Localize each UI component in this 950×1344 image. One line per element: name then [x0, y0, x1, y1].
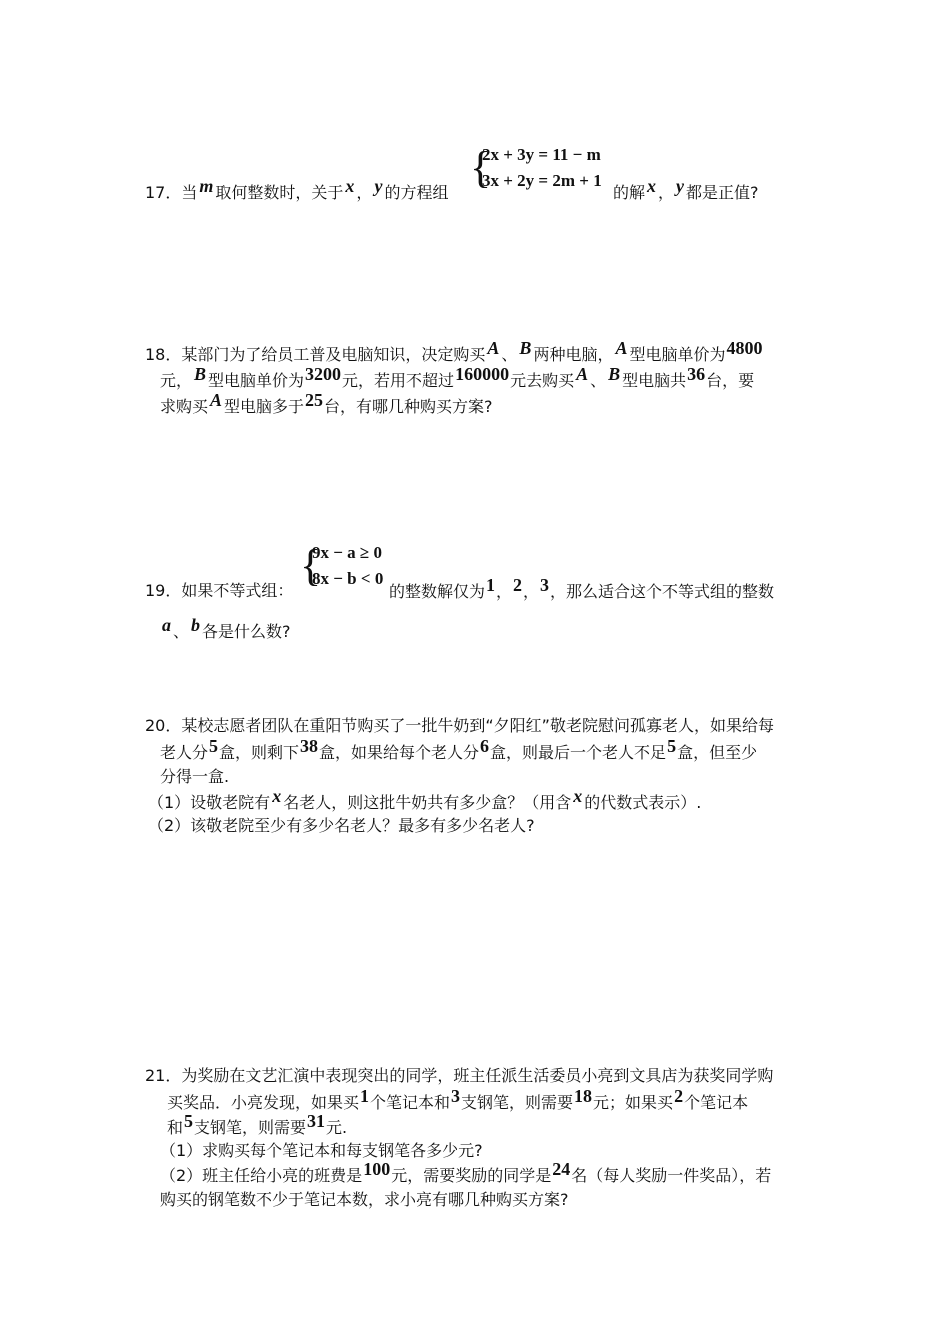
q17-line-1-tail: 的解 x ， y 都是正值?: [613, 176, 759, 202]
q21-line-1: 21．为奖励在文艺汇演中表现突出的同学，班主任派生活委员小亮到文具店为获奖同学购: [145, 1066, 774, 1085]
q17-equation-2: 3x + 2y = 2m + 1: [482, 171, 602, 190]
q21-part-2-line-2: 购买的钢笔数不少于笔记本数，求小亮有哪几种购买方案?: [160, 1190, 569, 1209]
var-x: x: [345, 176, 355, 196]
q20-number: 20．: [145, 716, 182, 735]
q18-number: 18．: [145, 345, 182, 364]
q19-number: 19．: [145, 581, 182, 600]
q19-inequality-2: 8x − b < 0: [312, 569, 384, 588]
q20-line-3: 分得一盒.: [160, 767, 230, 786]
q17-left-brace: {: [470, 143, 492, 192]
q19-line-2: a 、 b 各是什么数?: [162, 615, 291, 641]
q19-left-brace: {: [300, 541, 322, 590]
q21-part-2-line-1: （2）班主任给小亮的班费是100元，需要奖励的同学是24名（每人奖励一件奖品），若: [160, 1159, 772, 1185]
q20-line-2: 老人分5盒，则剩下38盒，如果给每个老人分6盒，则最后一个老人不足5盒，但至少: [160, 736, 758, 762]
var-y: y: [374, 176, 383, 196]
q21-part-1: （1）求购买每个笔记本和每支钢笔各多少元?: [160, 1141, 483, 1160]
q19-line-1-tail: 的整数解仅为1，2，3，那么适合这个不等式组的整数: [389, 575, 775, 601]
q19-inequality-system: [300, 540, 383, 592]
q18-line-2: 元， B 型电脑单价为3200元，若用不超过160000元去购买 A 、 B 型电脑共36台，要: [160, 364, 755, 390]
q18-line-1: 18．某部门为了给员工普及电脑知识，决定购买 A 、 B 两种电脑， A 型电脑单价为4800: [145, 338, 763, 364]
q20-part-2: （2）该敬老院至少有多少名老人？最多有多少名老人?: [148, 816, 535, 835]
q21-line-3: 和5支钢笔，则需要31元.: [167, 1111, 348, 1137]
q19-inequality-1: 9x − a ≥ 0: [312, 543, 383, 562]
q17-equation-1: 2x + 3y = 11 − m: [482, 145, 601, 164]
q17-line-1: 17．当 m 取何整数时，关于 x ， y 的方程组: [145, 176, 449, 202]
q17-number: 17．: [145, 183, 182, 202]
q21-line-2: 买奖品．小亮发现，如果买1个笔记本和3支钢笔，则需要18元；如果买2个笔记本: [167, 1086, 749, 1112]
q17-equation-system: [470, 142, 602, 194]
var-m: m: [199, 176, 214, 196]
q20-line-1: 20．某校志愿者团队在重阳节购买了一批牛奶到“夕阳红”敬老院慰问孤寡老人，如果给每: [145, 716, 774, 735]
q20-part-1: （1）设敬老院有 x 名老人，则这批牛奶共有多少盒？（用含 x 的代数式表示）.: [148, 786, 702, 812]
q21-number: 21．: [145, 1066, 182, 1085]
q18-line-3: 求购买 A 型电脑多于25台，有哪几种购买方案?: [160, 390, 493, 416]
q19-line-1-head: 19．如果不等式组：: [145, 581, 294, 600]
